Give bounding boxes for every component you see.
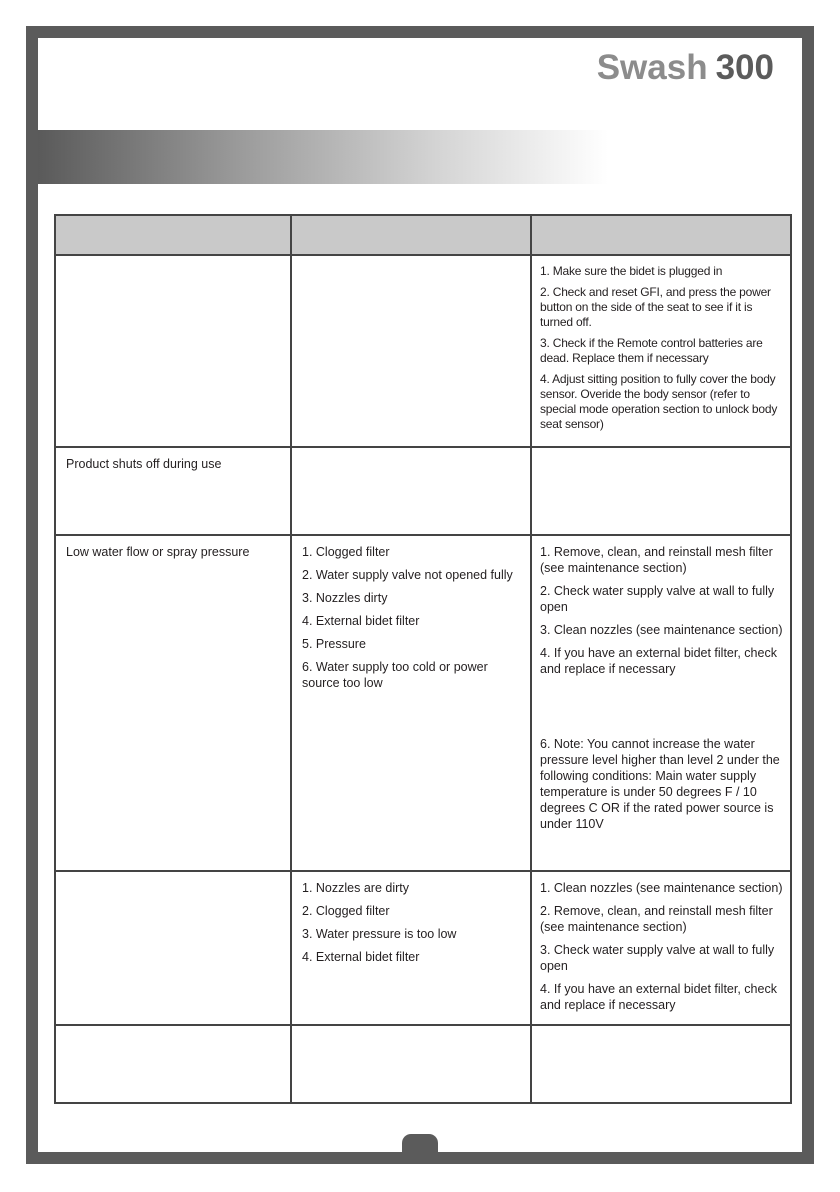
page-number-tab bbox=[402, 1134, 438, 1152]
cause-cell bbox=[291, 871, 531, 1025]
brand-model: 300 bbox=[715, 48, 774, 87]
solution-cell bbox=[531, 255, 791, 447]
cause-item: 3. Water pressure is too low bbox=[302, 927, 457, 941]
cause-item: 4. External bidet filter bbox=[302, 950, 420, 964]
problem-cell bbox=[55, 871, 291, 1025]
cause-item: 5. Pressure bbox=[302, 637, 366, 651]
cause-item: 1. Nozzles are dirty bbox=[302, 881, 409, 895]
solution-item: 2. Remove, clean, and reinstall mesh filter (see maintenance section) bbox=[540, 904, 773, 934]
solution-item: 2. Check and reset GFI, and press the power button on the side of the seat to see if it is turned off. bbox=[540, 285, 771, 329]
header-problem bbox=[55, 215, 291, 255]
cause-item: 3. Nozzles dirty bbox=[302, 591, 388, 605]
solution-item: 3. Check if the Remote control batteries are dead. Replace them if necessary bbox=[540, 336, 763, 365]
troubleshooting-table bbox=[54, 214, 792, 1104]
cause-cell bbox=[291, 535, 531, 871]
cause-item: 2. Water supply valve not opened fully bbox=[302, 568, 513, 582]
solution-item: 4. If you have an external bidet filter, check and replace if necessary bbox=[540, 982, 777, 1012]
solution-item: 3. Check water supply valve at wall to fully open bbox=[540, 943, 775, 973]
solution-item: 4. Adjust sitting position to fully cover the body sensor. Overide the body sensor (refer to special mode operation section to unlock body seat sensor) bbox=[540, 372, 778, 431]
cause-item: 2. Clogged filter bbox=[302, 904, 390, 918]
cause-cell bbox=[291, 1025, 531, 1103]
table-row bbox=[55, 255, 791, 447]
cause-item: 1. Clogged filter bbox=[302, 545, 390, 559]
problem-cell bbox=[55, 1025, 291, 1103]
header-solution bbox=[531, 215, 791, 255]
problem-cell bbox=[55, 255, 291, 447]
solution-note: 6. Note: You cannot increase the water pressure level higher than level 2 under the following conditions: Main water supply temperature is under 50 degrees F / 10 degrees C OR if the rated power source is under 110V bbox=[540, 737, 780, 831]
solution-item: 2. Check water supply valve at wall to fully open bbox=[540, 584, 775, 614]
table-row bbox=[55, 871, 791, 1025]
solution-item: 3. Clean nozzles (see maintenance section) bbox=[540, 623, 783, 637]
table-row bbox=[55, 1025, 791, 1103]
table-row bbox=[55, 447, 791, 535]
brand-logo bbox=[597, 48, 774, 88]
solution-item: 1. Remove, clean, and reinstall mesh filter (see maintenance section) bbox=[540, 545, 773, 575]
spacer bbox=[540, 684, 786, 736]
solution-item: 1. Make sure the bidet is plugged in bbox=[540, 264, 723, 278]
solution-item: 1. Clean nozzles (see maintenance section) bbox=[540, 881, 783, 895]
header-cause bbox=[291, 215, 531, 255]
problem-cell: Low water flow or spray pressure bbox=[55, 535, 291, 871]
problem-cell: Product shuts off during use bbox=[55, 447, 291, 535]
cause-item: 4. External bidet filter bbox=[302, 614, 420, 628]
section-title-band bbox=[38, 130, 608, 184]
table-row bbox=[55, 535, 791, 871]
cause-cell bbox=[291, 447, 531, 535]
solution-cell bbox=[531, 1025, 791, 1103]
table-header-row bbox=[55, 215, 791, 255]
solution-cell bbox=[531, 447, 791, 535]
cause-cell bbox=[291, 255, 531, 447]
cause-item: 6. Water supply too cold or power source too low bbox=[302, 660, 488, 690]
brand-name: Swash bbox=[596, 48, 708, 87]
solution-item: 4. If you have an external bidet filter, check and replace if necessary bbox=[540, 646, 777, 676]
solution-cell bbox=[531, 535, 791, 871]
solution-cell bbox=[531, 871, 791, 1025]
manual-page bbox=[38, 38, 802, 1152]
